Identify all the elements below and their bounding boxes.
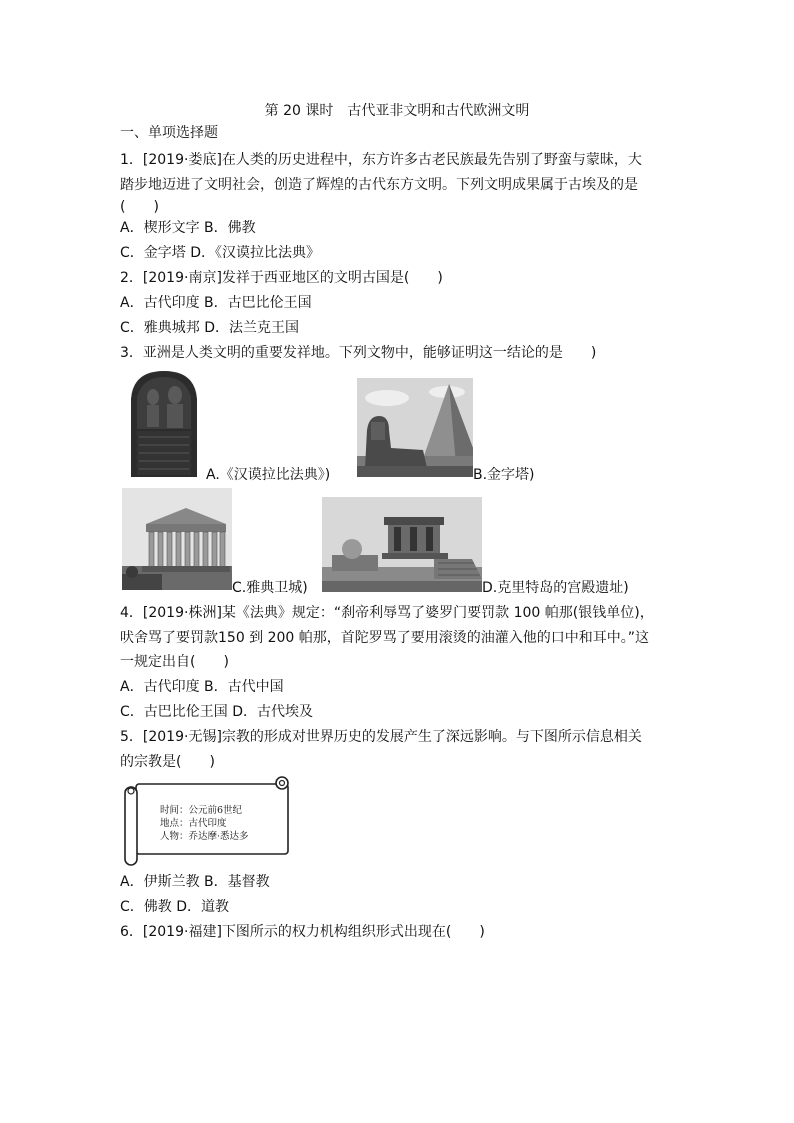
q4-options-ab: A．古代印度 B．古代中国 <box>120 679 284 695</box>
q1-line3: ( ) <box>120 199 159 215</box>
q3-caption-b: B.金字塔) <box>473 467 535 483</box>
q5-options-ab: A．伊斯兰教 B．基督教 <box>120 874 270 890</box>
scroll-time: 时间：公元前6世纪 <box>160 805 243 816</box>
q1-line1: 1．[2019·娄底]在人类的历史进程中，东方许多古老民族最先告别了野蛮与蒙昧，大 <box>120 152 642 168</box>
q2-options-cd: C．雅典城邦 D．法兰克王国 <box>120 320 300 336</box>
section-heading: 一、单项选择题 <box>120 125 218 141</box>
q2-line1: 2．[2019·南京]发祥于西亚地区的文明古国是( ) <box>120 270 443 286</box>
q3-caption-a: A.《汉谟拉比法典》) <box>206 467 331 483</box>
q1-line2: 踏步地迈进了文明社会，创造了辉煌的古代东方文明。下列文明成果属于古埃及的是 <box>120 177 638 193</box>
q6-line1: 6．[2019·福建]下图所示的权力机构组织形式出现在( ) <box>120 924 485 940</box>
q3-caption-c: C.雅典卫城) <box>232 580 308 596</box>
q4-line1: 4．[2019·株洲]某《法典》规定：“刹帝利辱骂了婆罗门要罚款 100 帕那(银钱单位)， <box>120 605 654 621</box>
q3-line1: 3．亚洲是人类文明的重要发祥地。下列文物中，能够证明这一结论的是 ) <box>120 345 597 361</box>
q4-options-cd: C．古巴比伦王国 D．古代埃及 <box>120 704 314 720</box>
q5-line1: 5．[2019·无锡]宗教的形成对世界历史的发展产生了深远影响。与下图所示信息相关 <box>120 729 642 745</box>
parthenon-image <box>122 488 232 590</box>
q5-line2: 的宗教是( ) <box>120 754 215 770</box>
q4-line2: 吠舍骂了要罚款150 到 200 帕那，首陀罗骂了要用滚烫的油灌入他的口中和耳中。”这 <box>120 630 650 646</box>
q4-line3: 一规定出自( ) <box>120 654 229 670</box>
knossos-palace-image <box>322 497 482 592</box>
scroll-person: 人物：乔达摩·悉达多 <box>160 831 249 842</box>
scroll-place: 地点：古代印度 <box>160 818 227 829</box>
q3-caption-d: D.克里特岛的宫殿遗址) <box>482 580 629 596</box>
q1-options-ab: A．楔形文字 B．佛教 <box>120 220 256 236</box>
pyramid-sphinx-image <box>357 378 473 477</box>
q1-options-cd: C．金字塔 D．《汉谟拉比法典》 <box>120 245 321 261</box>
q2-options-ab: A．古代印度 B．古巴比伦王国 <box>120 295 312 311</box>
hammurabi-stele-image <box>123 369 205 477</box>
page-title: 第 20 课时 古代亚非文明和古代欧洲文明 <box>264 103 530 119</box>
q5-options-cd: C．佛教 D．道教 <box>120 899 230 915</box>
